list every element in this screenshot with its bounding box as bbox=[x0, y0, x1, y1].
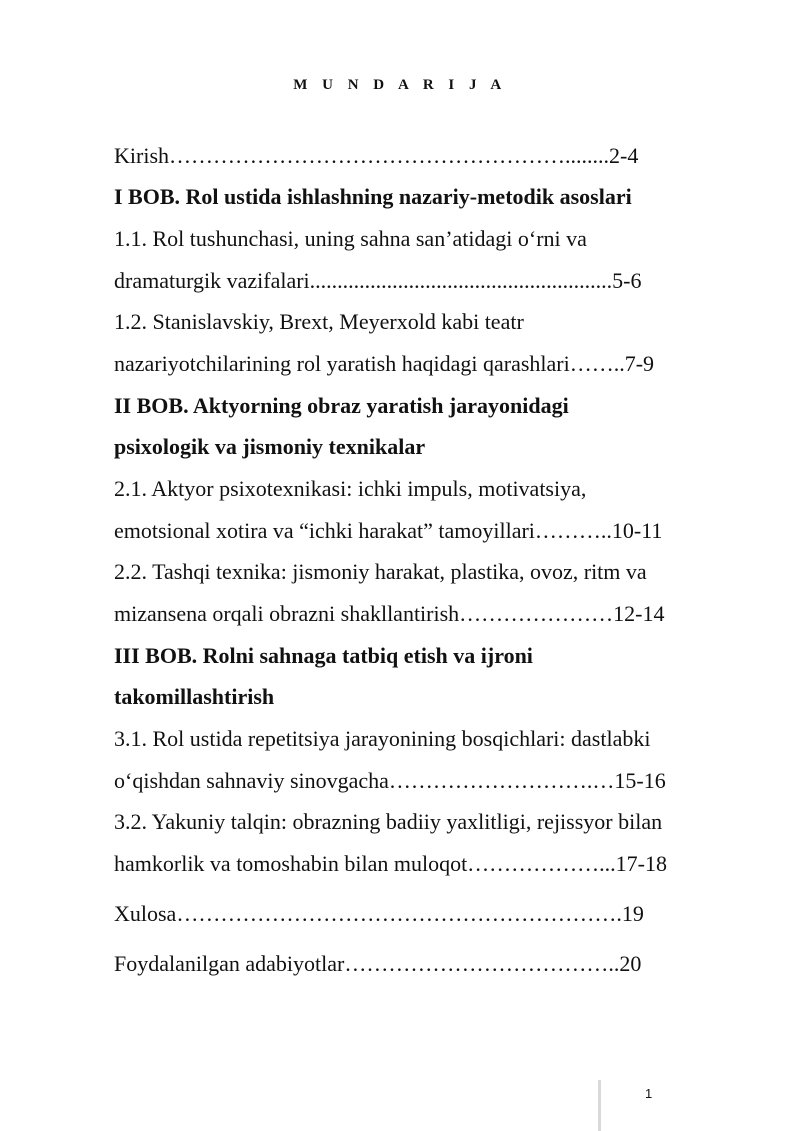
toc-chapter-3-heading-line-2: takomillashtirish bbox=[114, 684, 275, 709]
toc-chapter-2-heading-line-2: psixologik va jismoniy texnikalar bbox=[114, 434, 426, 459]
toc-entry-introduction: Kirish………………………………………………........2-4 bbox=[114, 143, 639, 168]
toc-section-2-1-line-1: 2.1. Aktyor psixotexnikasi: ichki impuls, motivatsiya, bbox=[114, 476, 587, 501]
toc-chapter-3-heading-line-1: III BOB. Rolni sahnaga tatbiq etish va ijroni bbox=[114, 643, 533, 668]
toc-section-3-2-line-1: 3.2. Yakuniy talqin: obrazning badiiy yaxlitligi, rejissyor bilan bbox=[114, 809, 663, 834]
toc-entry-references: Foydalanilgan adabiyotlar………………………………..20 bbox=[114, 951, 642, 976]
page-number: 1 bbox=[645, 1086, 653, 1101]
toc-section-2-1-line-2: emotsional xotira va “ichki harakat” tamoyillari………..10-11 bbox=[114, 518, 663, 543]
toc-section-2-2-line-2: mizansena orqali obrazni shakllantirish…………………12-14 bbox=[114, 601, 665, 626]
toc-section-3-2-line-2: hamkorlik va tomoshabin bilan muloqot………………...17-18 bbox=[114, 851, 668, 876]
toc-section-1-2-line-2: nazariyotchilarining rol yaratish haqidagi qarashlari……..7-9 bbox=[114, 351, 655, 376]
toc-chapter-1-heading: I BOB. Rol ustida ishlashning nazariy-metodik asoslari bbox=[114, 184, 632, 209]
toc-section-1-1-line-1: 1.1. Rol tushunchasi, uning sahna san’atidagi o‘rni va bbox=[114, 226, 587, 251]
toc-section-2-2-line-1: 2.2. Tashqi texnika: jismoniy harakat, plastika, ovoz, ritm va bbox=[114, 559, 647, 584]
toc-chapter-2-heading-line-1: II BOB. Aktyorning obraz yaratish jarayonidagi bbox=[114, 393, 569, 418]
toc-section-1-2-line-1: 1.2. Stanislavskiy, Brext, Meyerxold kabi teatr bbox=[114, 309, 524, 334]
toc-section-3-1-line-1: 3.1. Rol ustida repetitsiya jarayonining bosqichlari: dastlabki bbox=[114, 726, 651, 751]
toc-section-1-1-line-2: dramaturgik vazifalari.......................................................5-6 bbox=[114, 268, 642, 293]
footer-divider bbox=[598, 1080, 601, 1131]
toc-entry-conclusion: Xulosa…………………………………………………….19 bbox=[114, 901, 644, 926]
page-title: M U N D A R I J A bbox=[293, 77, 507, 93]
toc-section-3-1-line-2: o‘qishdan sahnaviy sinovgacha……………………….…15-16 bbox=[114, 768, 666, 793]
